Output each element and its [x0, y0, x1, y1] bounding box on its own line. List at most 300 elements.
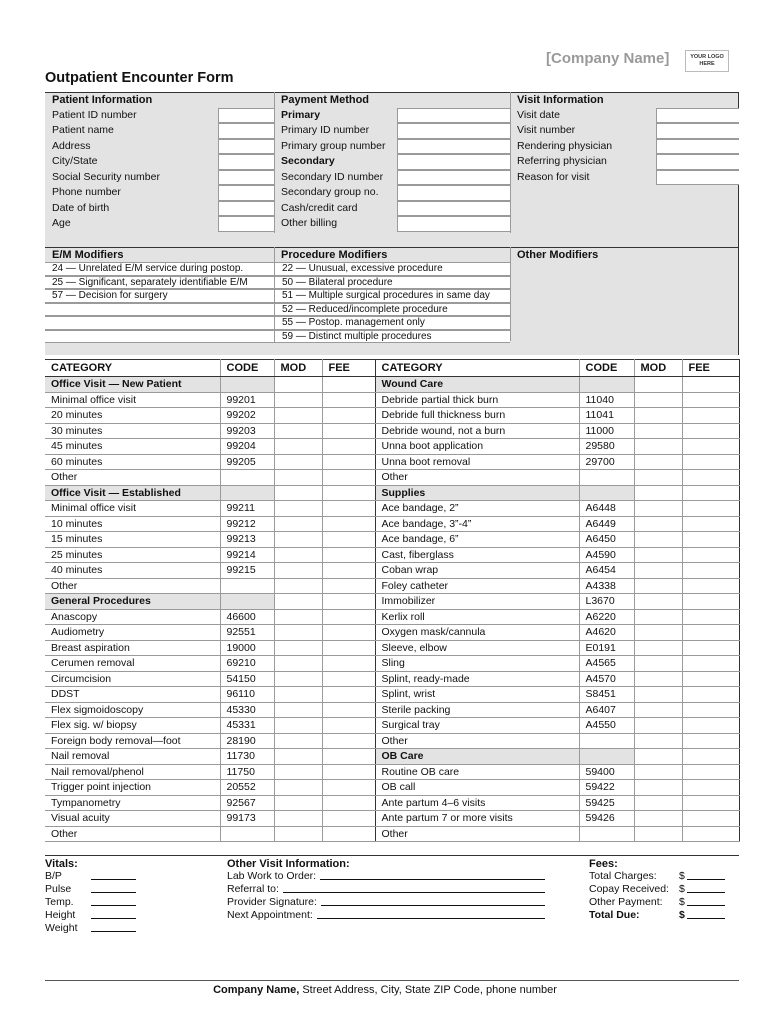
- mod-input[interactable]: [274, 470, 322, 486]
- other-visit-input[interactable]: [321, 896, 545, 906]
- other-visit-input[interactable]: [283, 883, 545, 893]
- vitals-row: [45, 922, 137, 935]
- payment-method-field[interactable]: [397, 216, 510, 232]
- category-cell: Tympanometry: [45, 795, 220, 811]
- patient-info-label: Patient ID number: [52, 108, 137, 121]
- fee-input[interactable]: [322, 485, 375, 501]
- code-cell: A6450: [579, 532, 634, 548]
- fee-input[interactable]: [682, 656, 739, 672]
- category-cell: Surgical tray: [375, 718, 579, 734]
- code-cell: L3670: [579, 594, 634, 610]
- fee-input[interactable]: [682, 795, 739, 811]
- mod-input[interactable]: [634, 656, 682, 672]
- category-cell: Splint, ready-made: [375, 671, 579, 687]
- vitals-input[interactable]: [91, 922, 136, 932]
- table-row: [45, 733, 739, 749]
- code-cell: 59426: [579, 811, 634, 827]
- mod-input[interactable]: [274, 408, 322, 424]
- table-row: [45, 501, 739, 517]
- patient-info-label: Patient name: [52, 124, 114, 136]
- category-cell: Unna boot application: [375, 439, 579, 455]
- other-visit-section: [227, 858, 545, 922]
- fee-input[interactable]: [682, 516, 739, 532]
- code-cell: 46600: [220, 609, 274, 625]
- table-row: [45, 826, 739, 842]
- mod-input[interactable]: [634, 408, 682, 424]
- payment-method-field[interactable]: [397, 201, 510, 217]
- mod-input[interactable]: [634, 516, 682, 532]
- fee-input[interactable]: [682, 578, 739, 594]
- code-cell: A6448: [579, 501, 634, 517]
- mod-input[interactable]: [274, 516, 322, 532]
- fee-input[interactable]: [322, 454, 375, 470]
- fee-input[interactable]: [322, 423, 375, 439]
- patient-info-field[interactable]: [218, 216, 274, 232]
- other-visit-input[interactable]: [317, 909, 545, 919]
- code-cell: [579, 749, 634, 765]
- panel-divider: [274, 92, 275, 233]
- code-cell: 20552: [220, 780, 274, 796]
- fees-section: [589, 858, 729, 922]
- category-cell: Anascopy: [45, 609, 220, 625]
- company-name: [Company Name]: [546, 50, 670, 67]
- code-cell: A4620: [579, 625, 634, 641]
- payment-method-field[interactable]: [397, 123, 510, 139]
- fee-input[interactable]: [322, 377, 375, 393]
- section-header: Office Visit — New Patient: [45, 377, 220, 393]
- code-cell: A4570: [579, 671, 634, 687]
- fee-input[interactable]: [322, 811, 375, 827]
- patient-info-label: Social Security number: [52, 170, 160, 183]
- procedure-modifiers-item: 59 — Distinct multiple procedures: [282, 330, 432, 342]
- other-visit-title: Other Visit Information:: [227, 858, 350, 870]
- other-visit-row: [227, 909, 545, 922]
- other-visit-row: [227, 870, 545, 883]
- mod-input[interactable]: [274, 702, 322, 718]
- fee-input[interactable]: [322, 594, 375, 610]
- mod-input[interactable]: [634, 687, 682, 703]
- table-row: [45, 563, 739, 579]
- header-code: CODE: [579, 360, 634, 377]
- mod-input[interactable]: [274, 439, 322, 455]
- mod-input[interactable]: [274, 563, 322, 579]
- procedure-modifiers-row: [274, 316, 510, 330]
- visit-info-field[interactable]: [656, 123, 739, 139]
- fee-input[interactable]: [682, 485, 739, 501]
- fee-input[interactable]: [682, 594, 739, 610]
- fee-input[interactable]: [322, 687, 375, 703]
- code-cell: 11750: [220, 764, 274, 780]
- section-header: OB Care: [375, 749, 579, 765]
- section-header: Wound Care: [375, 377, 579, 393]
- payment-method-label: Primary ID number: [281, 124, 370, 136]
- fee-input[interactable]: [682, 470, 739, 486]
- fee-input[interactable]: [682, 764, 739, 780]
- fee-input[interactable]: [682, 563, 739, 579]
- em-modifiers-row: [45, 330, 274, 344]
- visit-info-field[interactable]: [656, 108, 739, 124]
- header-code: CODE: [220, 360, 274, 377]
- procedure-modifiers-item: 22 — Unusual, excessive procedure: [282, 263, 443, 274]
- form-title: Outpatient Encounter Form: [45, 70, 234, 86]
- fee-input[interactable]: [682, 609, 739, 625]
- patient-info-field[interactable]: [218, 139, 274, 155]
- category-cell: 30 minutes: [45, 423, 220, 439]
- patient-info-field[interactable]: [218, 185, 274, 201]
- fee-input[interactable]: [682, 532, 739, 548]
- code-cell: A4565: [579, 656, 634, 672]
- header-category: CATEGORY: [45, 360, 220, 377]
- category-cell: 40 minutes: [45, 563, 220, 579]
- mod-input[interactable]: [634, 532, 682, 548]
- mod-input[interactable]: [274, 687, 322, 703]
- fee-input[interactable]: [322, 439, 375, 455]
- category-cell: Nail removal: [45, 749, 220, 765]
- category-cell: Flex sigmoidoscopy: [45, 702, 220, 718]
- category-cell: Ace bandage, 2”: [375, 501, 579, 517]
- fee-input[interactable]: [322, 470, 375, 486]
- mod-input[interactable]: [274, 377, 322, 393]
- code-cell: 11000: [579, 423, 634, 439]
- code-cell: E0191: [579, 640, 634, 656]
- fee-input[interactable]: [682, 671, 739, 687]
- fee-input[interactable]: [322, 764, 375, 780]
- table-row: [45, 625, 739, 641]
- table-row: [45, 718, 739, 734]
- other-visit-row: [227, 883, 545, 896]
- fee-input[interactable]: [322, 780, 375, 796]
- mod-input[interactable]: [634, 485, 682, 501]
- procedure-modifiers-row: [274, 262, 510, 276]
- fee-input[interactable]: [682, 640, 739, 656]
- mod-input[interactable]: [274, 392, 322, 408]
- fees-label: Total Due:: [589, 909, 640, 921]
- mod-input[interactable]: [274, 625, 322, 641]
- fee-input[interactable]: [322, 795, 375, 811]
- footer-address: Street Address, City, State ZIP Code, phone number: [299, 984, 557, 996]
- mod-input[interactable]: [274, 547, 322, 563]
- code-cell: 45330: [220, 702, 274, 718]
- fee-input[interactable]: [682, 733, 739, 749]
- payment-method-label: Secondary: [281, 155, 335, 167]
- fee-input[interactable]: [682, 718, 739, 734]
- payment-method-field[interactable]: [397, 170, 510, 186]
- mod-input[interactable]: [634, 625, 682, 641]
- header-mod: MOD: [274, 360, 322, 377]
- fee-input[interactable]: [322, 625, 375, 641]
- fee-input[interactable]: [682, 625, 739, 641]
- vitals-section: [45, 858, 137, 935]
- mod-input[interactable]: [634, 671, 682, 687]
- fee-input[interactable]: [682, 811, 739, 827]
- mod-input[interactable]: [634, 609, 682, 625]
- mod-input[interactable]: [274, 780, 322, 796]
- table-row: [45, 795, 739, 811]
- fee-input[interactable]: [682, 687, 739, 703]
- vitals-label: Height: [45, 909, 76, 921]
- patient-info-field[interactable]: [218, 170, 274, 186]
- bottom-divider: [45, 855, 739, 856]
- mod-input[interactable]: [634, 826, 682, 842]
- table-row: [45, 423, 739, 439]
- category-cell: Nail removal/phenol: [45, 764, 220, 780]
- fee-input[interactable]: [322, 501, 375, 517]
- fee-input[interactable]: [682, 547, 739, 563]
- mod-input[interactable]: [634, 764, 682, 780]
- code-cell: 92567: [220, 795, 274, 811]
- fee-input[interactable]: [322, 516, 375, 532]
- patient-info-label: Phone number: [52, 186, 121, 198]
- table-row: [45, 547, 739, 563]
- fee-input[interactable]: [322, 609, 375, 625]
- visit-info-field[interactable]: [656, 154, 739, 170]
- visit-info-field[interactable]: [656, 170, 739, 186]
- code-cell: 59400: [579, 764, 634, 780]
- fee-input[interactable]: [682, 423, 739, 439]
- mod-input[interactable]: [274, 609, 322, 625]
- fees-row: [589, 883, 729, 896]
- fee-input[interactable]: [322, 702, 375, 718]
- vitals-input[interactable]: [91, 870, 136, 880]
- category-cell: Sling: [375, 656, 579, 672]
- procedure-modifiers-row: [274, 276, 510, 290]
- code-cell: 99201: [220, 392, 274, 408]
- fee-input[interactable]: [682, 749, 739, 765]
- other-visit-input[interactable]: [320, 870, 545, 880]
- header-category: CATEGORY: [375, 360, 579, 377]
- code-cell: [579, 485, 634, 501]
- table-row: [45, 656, 739, 672]
- table-row: [45, 377, 739, 393]
- mod-input[interactable]: [634, 563, 682, 579]
- mod-input[interactable]: [634, 423, 682, 439]
- code-cell: 99205: [220, 454, 274, 470]
- category-cell: Cast, fiberglass: [375, 547, 579, 563]
- mod-input[interactable]: [274, 733, 322, 749]
- fee-input[interactable]: [322, 671, 375, 687]
- mod-input[interactable]: [274, 718, 322, 734]
- mod-input[interactable]: [634, 547, 682, 563]
- category-cell: 20 minutes: [45, 408, 220, 424]
- payment-method-title: Payment Method: [281, 94, 370, 106]
- mod-input[interactable]: [634, 733, 682, 749]
- header-fee: FEE: [682, 360, 739, 377]
- fee-input[interactable]: [682, 780, 739, 796]
- vitals-input[interactable]: [91, 883, 136, 893]
- fee-input[interactable]: [682, 408, 739, 424]
- fee-input[interactable]: [682, 702, 739, 718]
- table-row: [45, 811, 739, 827]
- fee-input[interactable]: [322, 640, 375, 656]
- vitals-input[interactable]: [91, 896, 136, 906]
- mod-input[interactable]: [634, 718, 682, 734]
- patient-info-label: Address: [52, 139, 91, 152]
- category-cell: 60 minutes: [45, 454, 220, 470]
- category-cell: Kerlix roll: [375, 609, 579, 625]
- fee-input[interactable]: [322, 392, 375, 408]
- procedure-modifiers-item: 50 — Bilateral procedure: [282, 276, 393, 288]
- vitals-label: Pulse: [45, 883, 72, 895]
- fee-input[interactable]: [682, 392, 739, 408]
- code-cell: 69210: [220, 656, 274, 672]
- mod-input[interactable]: [274, 594, 322, 610]
- visit-info-label: Visit number: [517, 124, 576, 136]
- em-modifiers-row: [45, 262, 274, 276]
- fee-input[interactable]: [682, 454, 739, 470]
- mod-input[interactable]: [634, 377, 682, 393]
- table-row: [45, 485, 739, 501]
- footer: [0, 984, 770, 996]
- mod-input[interactable]: [634, 780, 682, 796]
- other-modifiers-title: Other Modifiers: [517, 249, 599, 261]
- mod-input[interactable]: [634, 594, 682, 610]
- code-cell: 11040: [579, 392, 634, 408]
- code-cell: [220, 826, 274, 842]
- category-cell: Minimal office visit: [45, 392, 220, 408]
- mod-input[interactable]: [274, 454, 322, 470]
- fees-row: [589, 870, 729, 883]
- fee-input[interactable]: [682, 377, 739, 393]
- patient-info-field[interactable]: [218, 123, 274, 139]
- payment-method-field[interactable]: [397, 108, 510, 124]
- mod-input[interactable]: [634, 454, 682, 470]
- visit-info-label: Reason for visit: [517, 170, 590, 183]
- section-header: Office Visit — Established: [45, 485, 220, 501]
- vitals-row: [45, 896, 137, 909]
- patient-info-label: City/State: [52, 155, 98, 167]
- payment-method-field[interactable]: [397, 154, 510, 170]
- category-cell: Trigger point injection: [45, 780, 220, 796]
- code-cell: 96110: [220, 687, 274, 703]
- payment-method-field[interactable]: [397, 185, 510, 201]
- code-cell: 99202: [220, 408, 274, 424]
- procedure-modifiers-item: 52 — Reduced/incomplete procedure: [282, 303, 448, 315]
- fee-input[interactable]: [322, 578, 375, 594]
- fee-input[interactable]: [322, 532, 375, 548]
- code-cell: 59422: [579, 780, 634, 796]
- mod-input[interactable]: [274, 485, 322, 501]
- em-modifiers-item: 24 — Unrelated E/M service during postop.: [52, 263, 244, 274]
- mod-input[interactable]: [274, 423, 322, 439]
- vitals-label: B/P: [45, 870, 62, 882]
- category-cell: Splint, wrist: [375, 687, 579, 703]
- category-cell: Debride full thickness burn: [375, 408, 579, 424]
- fee-input[interactable]: [682, 826, 739, 842]
- patient-info-field[interactable]: [218, 201, 274, 217]
- em-modifiers-row: [45, 316, 274, 330]
- table-header: [45, 360, 739, 377]
- patient-info-label: Date of birth: [52, 201, 110, 214]
- mod-input[interactable]: [274, 532, 322, 548]
- fee-input[interactable]: [322, 656, 375, 672]
- mod-input[interactable]: [634, 795, 682, 811]
- vitals-input[interactable]: [91, 909, 136, 919]
- mod-input[interactable]: [634, 501, 682, 517]
- procedure-modifiers-item: 55 — Postop. management only: [282, 317, 425, 328]
- mod-input[interactable]: [634, 749, 682, 765]
- mod-input[interactable]: [274, 656, 322, 672]
- payment-method-field[interactable]: [397, 139, 510, 155]
- mod-input[interactable]: [274, 578, 322, 594]
- vitals-label: Weight: [45, 922, 78, 934]
- fee-input[interactable]: [322, 563, 375, 579]
- mod-input[interactable]: [274, 749, 322, 765]
- code-cell: [579, 470, 634, 486]
- mod-input[interactable]: [274, 826, 322, 842]
- code-cell: 99213: [220, 532, 274, 548]
- fees-input[interactable]: [687, 909, 725, 919]
- mod-input[interactable]: [274, 640, 322, 656]
- fee-input[interactable]: [682, 439, 739, 455]
- fees-input[interactable]: [687, 883, 725, 893]
- mod-input[interactable]: [274, 764, 322, 780]
- vitals-row: [45, 909, 137, 922]
- footer-divider: [45, 980, 739, 981]
- mod-input[interactable]: [634, 578, 682, 594]
- code-cell: A4590: [579, 547, 634, 563]
- patient-info-label: Age: [52, 217, 71, 229]
- patient-info-title: Patient Information: [52, 94, 153, 106]
- currency-symbol: $: [679, 896, 685, 908]
- panel-divider: [510, 92, 511, 233]
- category-cell: Flex sig. w/ biopsy: [45, 718, 220, 734]
- patient-info-field[interactable]: [218, 154, 274, 170]
- payment-method-label: Other billing: [281, 217, 338, 229]
- mod-input[interactable]: [274, 671, 322, 687]
- fee-input[interactable]: [682, 501, 739, 517]
- fee-input[interactable]: [322, 408, 375, 424]
- visit-info-title: Visit Information: [517, 94, 604, 106]
- table-row: [45, 392, 739, 408]
- table-row: [45, 780, 739, 796]
- code-cell: A6220: [579, 609, 634, 625]
- category-cell: 45 minutes: [45, 439, 220, 455]
- mod-input[interactable]: [634, 392, 682, 408]
- category-cell: Immobilizer: [375, 594, 579, 610]
- code-cell: [220, 578, 274, 594]
- mod-input[interactable]: [634, 470, 682, 486]
- fee-input[interactable]: [322, 718, 375, 734]
- payment-method-label: Primary group number: [281, 139, 386, 152]
- code-cell: S8451: [579, 687, 634, 703]
- other-visit-row: [227, 896, 545, 909]
- mod-input[interactable]: [634, 439, 682, 455]
- visit-info-label: Visit date: [517, 108, 560, 121]
- fee-input[interactable]: [322, 826, 375, 842]
- visit-info-label: Rendering physician: [517, 139, 613, 152]
- visit-info-field[interactable]: [656, 139, 739, 155]
- mod-input[interactable]: [274, 795, 322, 811]
- category-cell: Ante partum 4–6 visits: [375, 795, 579, 811]
- procedure-modifiers-row: [274, 289, 510, 303]
- em-modifiers-row: [45, 276, 274, 290]
- code-cell: A4550: [579, 718, 634, 734]
- table-row: [45, 671, 739, 687]
- category-cell: Ace bandage, 3”-4”: [375, 516, 579, 532]
- mod-input[interactable]: [634, 702, 682, 718]
- mod-input[interactable]: [274, 811, 322, 827]
- fees-input[interactable]: [687, 870, 725, 880]
- fees-input[interactable]: [687, 896, 725, 906]
- fee-input[interactable]: [322, 749, 375, 765]
- code-cell: 99173: [220, 811, 274, 827]
- mod-input[interactable]: [634, 811, 682, 827]
- mod-input[interactable]: [274, 501, 322, 517]
- patient-info-field[interactable]: [218, 108, 274, 124]
- fee-input[interactable]: [322, 733, 375, 749]
- fee-input[interactable]: [322, 547, 375, 563]
- mod-input[interactable]: [634, 640, 682, 656]
